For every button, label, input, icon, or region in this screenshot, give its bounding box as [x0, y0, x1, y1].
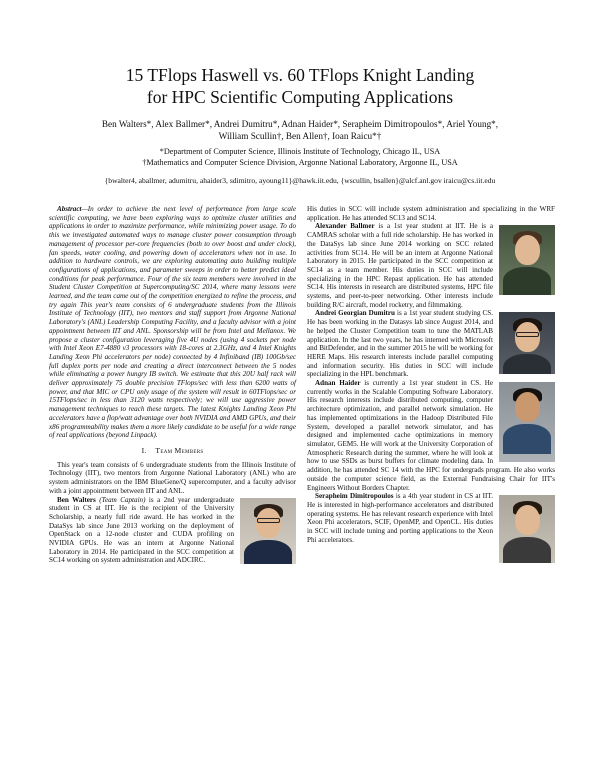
bio-name-andrei: Andrei Georgian Dumitru: [315, 309, 395, 318]
photo-serapheim-dimitropoulos: [499, 495, 555, 563]
paper-title: [40, 64, 560, 108]
affiliation-anl: †Mathematics and Computer Science Division, Argonne National Laboratory, Argonne IL, USA: [142, 158, 458, 167]
left-column: [49, 205, 296, 566]
bio-ben-walters: [49, 496, 296, 566]
bio-text-andrei: is a 1st year student studying CS. He has been working in the Datasys lab since August 2014, and he helped the Cluster Competition team to tune the MATLAB application. In the last two years, he has interned with Microsoft and BitDefender, and in the summer 2015 he will be working for HERE Maps. His research interests include parallel computing and information security. His duties in SCC will include specializing in the HPL benchmark.: [307, 309, 493, 379]
bio-serapheim-dimitropoulos: [307, 492, 555, 544]
section-heading: [49, 447, 296, 456]
bio-text-adnan: is currently a 1st year student in CS. He currently works in the Scalable Computing Software Laboratory. His research interests include distributed computing, computer architecture optimization, and parallel network simulation. He has implemented optimizations in the Hadoop Distributed File System, developed a parallel network simulator, and has designed and implemented cache optimizations in memory simulator, GEM5. He will work at the University Corporation of Atmospheric Research during the summer, where he will look at how to use SSDs as burst buffers for climate modeling data. In addition, he has attended SC 14 with the HPC for undergrads program. He also works outside the computer science field, as the External Fundraising Chair for IIT's Engineers Without Borders Chapter.: [307, 379, 555, 492]
abstract: [49, 205, 296, 440]
bio-adnan-haider: [307, 379, 555, 492]
bio-role-ben: (Team Captain): [95, 495, 146, 504]
bio-name-serapheim: Serapheim Dimitropoulos: [315, 492, 394, 501]
section-title: Team Members: [155, 445, 204, 455]
authors-line-2: William Scullin†, Ben Allen†, Ioan Raicu*†: [218, 131, 382, 141]
photo-alex-ballmer: [499, 225, 555, 295]
bio-text-alex: is a 1st year student at IIT. He is a CAMRAS scholar with a full ride scholarship. He has worked in the DataSys lab since June 2014 working on SCC related activities from SC14. He will be an intern at Argonne National Laboratory in 2015. He participated in the SCC competition at SC14 as a team member. His duties in SCC will include specializing in the HPC Repast application. He has attended SC14. His interests in research are distributed systems, HPC file systems, and peer-to-peer networking. Other interests include building R/C aircraft, model rocketry, and filmmaking.: [307, 222, 493, 309]
bio-text-ben: is a 2nd year undergraduate student in CS at IIT. He is the recipient of the University Scholarship, a nearly full ride award. He has worked in the DataSys lab since June 2013 working on the deployment of OpenStack on a 12-node cluster and CUDA profiling on NVIDIA GPUs. He was an intern at Argonne National Laboratory in 2014. He participated in the SCC competition at SC14 working on system administration and ADCIRC.: [49, 495, 234, 565]
bio-name-adnan: Adnan Haider: [315, 379, 361, 388]
photo-andrei-dumitru: [499, 312, 555, 374]
affiliations: [40, 146, 560, 168]
bio-alex-ballmer: [307, 222, 555, 309]
author-emails: {bwalter4, aballmer, adumitru, ahaider3, sdimitro, ayoung11}@hawk.iit.edu, {wscullin, bsallen}@alcf.anl.gov iraicu@cs.iit.edu: [104, 176, 496, 185]
affiliation-iit: *Department of Computer Science, Illinois Institute of Technology, Chicago IL, USA: [159, 147, 441, 156]
photo-adnan-haider: [499, 382, 555, 462]
right-column: [307, 205, 555, 565]
abstract-text: —In order to achieve the next level of performance from large scale scientific computing, we have been exploring ways to optimize cluster utilities and applications in order to maximize performance, while minimizing power usage. To do this we investigated automated ways to manage cluster power consumption through management of processor per-core frequencies (both to over boost and under clock), fan speeds, water cooling, and powering down of accelerators when not in use. In addition to hardware controls, we are exploring automating auto building multiple configurations of applications, and parameter sweeps in order to better predict ideal conditions for peak performance. Four of the six team members were involved in the Student Cluster Competition at Supercomputing/SC 2014, where many lessons were learned, and the team came out of the competition energized to refine the process, and try again This year's team consists of 6 undergraduate students from the Illinois Institute of Technology (IIT), two mentors and staff support from Argonne National Laboratory's (ANL) Leadership Computing Facility, and a faculty advisor with a joint appointment between IIT and ANL. Sponsorship will be from Intel and Mellanox. We propose a cluster configuration leveraging five 4U nodes (using 4 sockets per node with Intel Xeon E7-4880 v3 processors with 18-cores at 2.3GHz, and 4 Intel Knights Landing Xeon Phi accelerators per node) connected by 4 Infiniband (IB) 100Gb/sec full duplex ports per node and creating a direct interconnect between the 5 nodes while eliminating a power hungry IB switch. We estimate that this 20U half rack will deliver approximately 75 double precision TFlops/sec with less than 6200 watts of power, and that MIC or CPU only usage of the system will result in 60TFlops/sec or 15TFlops/sec in less than 3120 watts respectively; we will use aggressive power management techniques to reach these targets. The latest Knights Landing Xeon Phi accelerators have a flop/watt advantage over both NVIDIA and AMD GPUs, and their x86 programmability makes them a more likely candidate to be useful for a wide range of real applications (beyond Linpack).: [49, 205, 296, 440]
bio-name-ben: Ben Walters: [57, 495, 96, 504]
abstract-label: Abstract: [57, 205, 82, 213]
bio-name-alex: Alexander Ballmer: [315, 222, 375, 231]
authors-line-1: Ben Walters*, Alex Ballmer*, Andrei Dumitru*, Adnan Haider*, Serapheim Dimitropoulos*, Ariel Young*,: [101, 119, 499, 129]
bio-ben-continued: His duties in SCC will include system administration and specializing in the WRF application. He has attended SC13 and SC14.: [307, 205, 555, 222]
bio-text-serapheim: is a 4th year student in CS at IIT. He is interested in high-performance accelerators and distributed operating systems. He has relevant research experience with Intel Xeon Phi accelerators, SCIF, OpenMP, and OpenCL. His duties in SCC will include tuning and porting applications to the Xeon Phi accelerators.: [307, 492, 493, 544]
photo-ben-walters: [240, 498, 296, 564]
bio-andrei-dumitru: [307, 309, 555, 379]
title-line-2: for HPC Scientific Computing Applications: [146, 87, 454, 107]
author-list: [40, 118, 560, 142]
title-line-1: 15 TFlops Haswell vs. 60 TFlops Knight Landing: [125, 65, 475, 85]
section-number: I.: [141, 445, 147, 455]
team-intro: This year's team consists of 6 undergraduate students from the Illinois Institute of Technology (IIT), two mentors from Argonne National Laboratory (ANL) who are system administrators on the IBM BlueGene/Q supercomputer, and a faculty advisor with a joint appointment between IIT and ANL.: [49, 460, 296, 495]
